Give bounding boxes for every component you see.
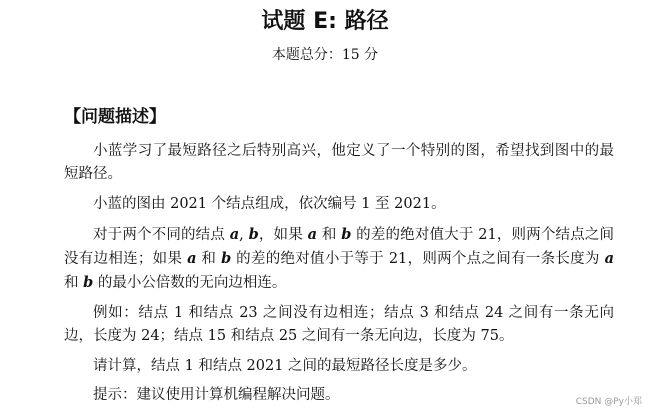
paragraph-hint: 提示：建议使用计算机编程解决问题。 [93, 387, 340, 403]
math-var-a: a [187, 250, 197, 267]
edge-rule-text: , [239, 227, 249, 243]
math-var-b: b [248, 226, 259, 243]
math-var-a: a [604, 250, 615, 267]
math-var-b: b [341, 226, 352, 243]
edge-rule-text: 和 [317, 227, 342, 243]
edge-rule-text: 的最小公倍数的无向边相连。 [93, 275, 287, 291]
paragraph-edge-rule [64, 223, 614, 295]
math-var-b: b [83, 274, 94, 291]
problem-title: 试题 E: 路径 [261, 9, 389, 34]
csdn-watermark: CSDN @Py小郑 [575, 397, 642, 407]
paragraph-question: 请计算，结点 1 和结点 2021 之间的最短路径长度是多少。 [93, 358, 477, 374]
paragraph-example: 例如：结点 1 和结点 23 之间没有边相连；结点 3 和结点 24 之间有一条无向边，长度为 24；结点 15 和结点 25 之间有一条无向边，长度为 75。 [64, 305, 614, 344]
paragraph-intro: 小蓝学习了最短路径之后特别高兴，他定义了一个特别的图，希望找到图中的最短路径。 [64, 143, 614, 182]
edge-rule-text: 的差的绝对值大于 21，则两个结点之间没有边相连；如果 [64, 227, 615, 267]
math-var-a: a [229, 226, 240, 243]
section-heading: 【问题描述】 [64, 107, 166, 127]
edge-rule-text: 的差的绝对值小于等于 21，则两个点之间有一条长度为 [231, 251, 605, 267]
edge-rule-text: ，如果 [258, 227, 308, 243]
edge-rule-text: 对于两个不同的结点 [93, 227, 230, 243]
problem-body [64, 140, 614, 413]
paragraph-graph-size: 小蓝的图由 2021 个结点组成，依次编号 1 至 2021。 [93, 196, 446, 212]
math-var-a: a [307, 226, 318, 243]
math-var-b: b [221, 250, 232, 267]
edge-rule-text: 和 [196, 251, 222, 267]
problem-score: 本题总分：15 分 [271, 47, 379, 63]
edge-rule-text: 和 [64, 275, 84, 291]
